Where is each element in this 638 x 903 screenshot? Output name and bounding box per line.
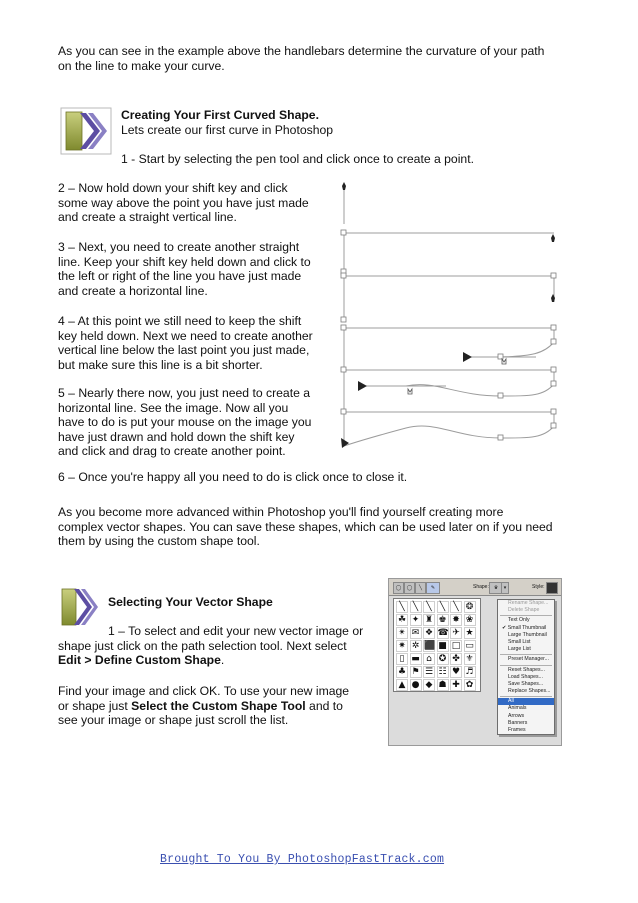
line-tool-icon[interactable]: ╲ [415, 582, 426, 594]
style-label: Style: [532, 584, 545, 590]
shape-thumbnail[interactable]: ╲ [450, 601, 462, 613]
section1-heading: Creating Your First Curved Shape. [121, 108, 319, 122]
shape-thumbnail[interactable]: ♚ [438, 615, 447, 625]
advanced-line: As you become more advanced within Photoshop you'll find yourself creating more [58, 505, 504, 519]
shape-thumbnail[interactable]: ✦ [410, 614, 422, 626]
shape-thumbnail[interactable]: ♜ [424, 615, 434, 625]
step4-line: key held down. Next we need to create another [58, 328, 313, 343]
shape-thumbnail[interactable]: ☷ [438, 667, 447, 677]
shape-options-menu [497, 599, 555, 735]
menu-item[interactable]: Load Shapes... [508, 673, 543, 680]
shape-thumbnail[interactable]: ▬ [411, 654, 420, 664]
shape-thumbnail[interactable]: ☎ [437, 628, 449, 638]
menu-item[interactable]: Reset Shapes... [508, 666, 545, 673]
shape-thumbnail[interactable]: ✸ [450, 614, 462, 626]
step2-line: and create a straight vertical line. [58, 210, 237, 225]
step4-line: 4 – At this point we still need to keep the shift [58, 314, 302, 328]
shape-thumbnail[interactable]: ☗ [438, 680, 447, 690]
shape-thumbnail[interactable]: ✈ [450, 627, 462, 639]
step2-line: some way above the point you have just made [58, 195, 309, 210]
step3-line: 3 – Next, you need to create another straight [58, 240, 300, 254]
menu-item[interactable]: Banners [508, 719, 528, 726]
define-custom-shape-command: Edit > Define Custom Shape [58, 653, 221, 668]
menu-separator [500, 654, 552, 655]
advanced-line: them by using the custom shape tool. [58, 534, 260, 549]
section2-paragraph-1 [58, 624, 388, 668]
shape-thumbnail[interactable]: ▭ [465, 641, 474, 651]
shape-thumbnail[interactable]: ⚜ [465, 654, 474, 664]
shape-thumbnail[interactable]: ⌂ [423, 653, 435, 665]
menu-item[interactable]: Small List [508, 638, 531, 645]
options-toolbar [389, 579, 561, 596]
photoshop-shape-picker-screenshot [388, 578, 562, 746]
step5-line: horizontal line. See the image. Now all you [58, 400, 289, 415]
footer-link[interactable]: Brought To You By PhotoshopFastTrack.com [160, 853, 445, 866]
section2-line: 1 – To select and edit your new vector image or [108, 624, 364, 638]
shape-thumbnail[interactable]: ◆ [423, 679, 435, 691]
custom-shape-tool-icon[interactable]: ✎ [426, 582, 440, 594]
menu-item[interactable]: Preset Manager... [508, 656, 549, 663]
shape-thumbnail[interactable]: ✤ [450, 653, 462, 665]
menu-separator [500, 696, 552, 697]
intro-line-2: on the line to make your curve. [58, 58, 225, 73]
shape-label: Shape: [473, 584, 489, 590]
intro-paragraph [58, 44, 544, 73]
step2-paragraph [58, 181, 348, 225]
section2-line: shape just click on the path selection tool. Next select [58, 638, 347, 653]
step5-line: and click and drag to create another point. [58, 444, 286, 459]
menu-item[interactable]: Frames [508, 727, 526, 733]
shape-thumbnail[interactable]: ♬ [465, 667, 474, 677]
step5-line: have to do is put your mouse on the image you [58, 415, 312, 430]
menu-item[interactable]: All [498, 698, 554, 705]
menu-item: Delete Shape [508, 607, 540, 614]
shape-thumbnail[interactable]: ♥ [451, 667, 461, 677]
section2-punct: . [220, 653, 225, 668]
section2-line: see your image or shape just scroll the list. [58, 713, 289, 728]
advanced-paragraph [58, 505, 553, 549]
section2-line [58, 699, 388, 714]
shape-tool-icon[interactable]: ◯ [393, 582, 404, 594]
shape-thumbnail[interactable]: ╲ [423, 601, 435, 613]
step4-line: vertical line below the last point you just made, [58, 343, 310, 358]
shape-thumbnail[interactable]: ✴ [396, 627, 408, 639]
shape-thumbnail[interactable]: ● [410, 679, 422, 691]
shape-thumbnail[interactable]: ♣ [397, 667, 407, 677]
menu-separator [500, 615, 552, 616]
menu-item[interactable]: Arrows [508, 712, 525, 719]
menu-item[interactable]: ✔ Small Thumbnail [502, 624, 547, 631]
shape-thumbnail[interactable]: ╲ [396, 601, 408, 613]
section2-text: or shape just [58, 698, 132, 713]
section1-subtitle: Lets create our first curve in Photoshop [121, 122, 334, 137]
step5-line: 5 – Nearly there now, you just need to create a [58, 386, 311, 400]
shape-thumbnail[interactable]: ❀ [464, 614, 476, 626]
step3-line: the left or right of the line you have just made [58, 269, 302, 284]
section2-line: Find your image and click OK. To use your new image [58, 684, 350, 698]
shape-preview-icon[interactable]: ♛ [489, 582, 503, 594]
olive-chevron-icon [60, 585, 100, 629]
menu-item[interactable]: Animals [508, 705, 527, 712]
section1-heading-block [121, 108, 333, 137]
menu-item[interactable]: Text Only [508, 617, 530, 624]
shape-thumbnail-grid [393, 598, 481, 692]
pen-path-illustrations [336, 180, 566, 458]
shape-thumbnail[interactable]: ★ [465, 628, 474, 638]
step5-line: have just drawn and hold down the shift key [58, 429, 295, 444]
section2-heading: Selecting Your Vector Shape [108, 595, 273, 609]
step3-line: line. Keep your shift key held down and click to [58, 254, 311, 269]
shape-thumbnail[interactable]: ⚑ [411, 667, 420, 677]
shape-thumbnail[interactable]: ▲ [396, 679, 408, 691]
menu-item[interactable]: Large Thumbnail [508, 631, 547, 638]
step3-paragraph [58, 240, 348, 298]
menu-item[interactable]: Save Shapes... [508, 680, 544, 687]
menu-item[interactable]: Replace Shapes... [508, 688, 551, 695]
olive-chevron-icon [60, 107, 112, 155]
shape-thumbnail[interactable]: □ [451, 641, 461, 651]
section2-paragraph-2 [58, 684, 388, 728]
step5-paragraph [58, 386, 348, 459]
shape-thumbnail[interactable]: ⬛ [424, 641, 436, 651]
menu-item[interactable]: Large List [508, 646, 531, 653]
style-swatch[interactable] [546, 582, 558, 594]
shape-thumbnail[interactable]: ☰ [424, 667, 434, 677]
menu-separator [500, 665, 552, 666]
shape-thumbnail[interactable]: ✉ [410, 627, 422, 639]
shape-thumbnail[interactable]: ☘ [397, 615, 407, 625]
shape-thumbnail[interactable]: ✚ [450, 679, 462, 691]
step1-text: 1 - Start by selecting the pen tool and click once to create a point. [121, 152, 474, 166]
section2-line [58, 653, 388, 668]
shape-thumbnail[interactable]: ✷ [396, 640, 408, 652]
step2-line: 2 – Now hold down your shift key and click [58, 181, 288, 195]
chevron-down-icon[interactable]: ▾ [501, 582, 509, 594]
shape-thumbnail[interactable]: ╲ [410, 601, 422, 613]
step6-text: 6 – Once you're happy all you need to do is click once to close it. [58, 470, 408, 484]
shape-thumbnail[interactable]: ✪ [437, 653, 449, 665]
shape-thumbnail[interactable]: ✲ [410, 640, 422, 652]
advanced-line: complex vector shapes. You can save these shapes, which can be used later on if you need [58, 519, 553, 534]
custom-shape-tool-command: Select the Custom Shape Tool [131, 698, 306, 713]
shape-thumbnail[interactable]: ❖ [424, 628, 434, 638]
shape-tool-icon[interactable]: ◯ [404, 582, 415, 594]
shape-thumbnail[interactable]: ❂ [464, 601, 476, 613]
section2-text: and to [305, 698, 343, 713]
step4-line: but make sure this line is a bit shorter. [58, 357, 263, 372]
step4-paragraph [58, 314, 348, 372]
shape-thumbnail[interactable]: ╲ [437, 601, 449, 613]
step3-line: and create a horizontal line. [58, 283, 208, 298]
shape-thumbnail[interactable]: ▯ [396, 653, 408, 665]
intro-line-1: As you can see in the example above the handlebars determine the curvature of your path [58, 44, 545, 58]
menu-item: Rename Shape... [508, 600, 549, 606]
shape-thumbnail[interactable]: ✿ [464, 679, 476, 691]
shape-thumbnail[interactable]: ■ [438, 641, 447, 651]
